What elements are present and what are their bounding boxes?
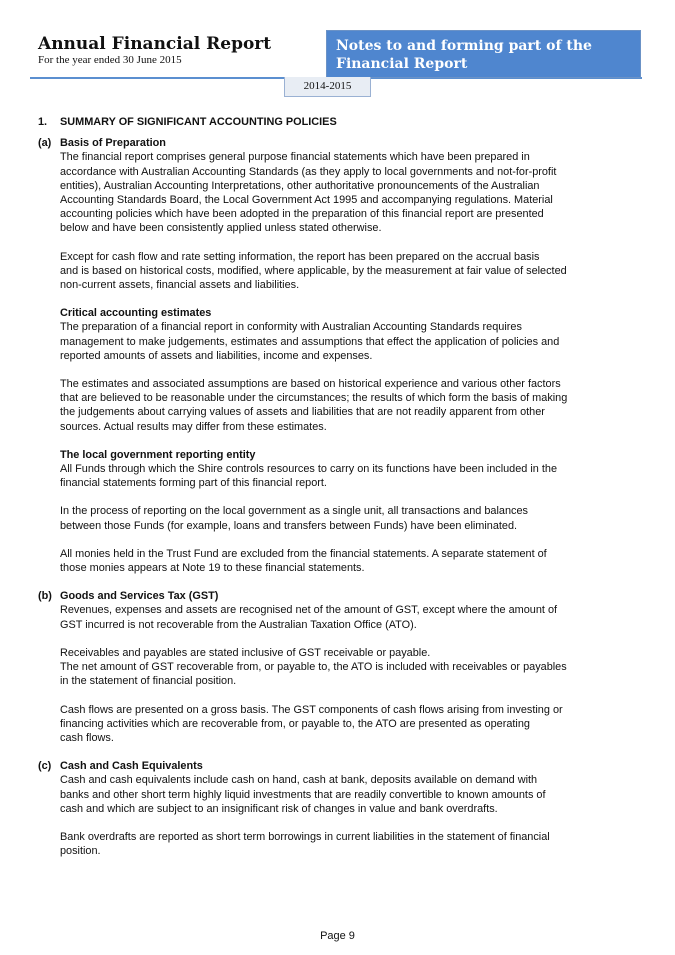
text-line: The financial report comprises general purpose financial statements which have been prepared in <box>60 151 530 164</box>
text-line: in the statement of financial position. <box>60 675 237 688</box>
critical-estimates-block <box>38 306 598 363</box>
text-line: Bank overdrafts are reported as short term borrowings in current liabilities in the statement of financial <box>60 830 550 843</box>
text-line: reported amounts of assets and liabilities, income and expenses. <box>60 349 373 362</box>
critical-estimates-heading: Critical accounting estimates <box>60 307 212 320</box>
text-line: and is based on historical costs, modified, where applicable, by the measurement at fair value of selected <box>60 264 567 277</box>
text-line: Cash and cash equivalents include cash on hand, cash at bank, deposits available on demand with <box>60 774 538 787</box>
section-heading <box>38 115 598 129</box>
text-line: position. <box>60 845 101 858</box>
notes-title-line2: Financial Report <box>336 56 468 72</box>
report-period: For the year ended 30 June 2015 <box>38 54 182 66</box>
text-line: financing activities which are recoverable from, or payable to, the ATO are presented as operating <box>60 717 530 730</box>
basis-of-preparation-para-1 <box>38 150 598 235</box>
section-title: SUMMARY OF SIGNIFICANT ACCOUNTING POLICIES <box>60 116 337 128</box>
text-line: management to make judgements, estimates and assumptions that effect the application of policies and <box>60 335 560 348</box>
text-line: Except for cash flow and rate setting information, the report has been prepared on the accrual basis <box>60 250 540 263</box>
text-line: sources. Actual results may differ from these estimates. <box>60 420 327 433</box>
year-tab: 2014-2015 <box>284 77 371 97</box>
subsection-b-label: (b) <box>38 590 52 603</box>
subsection-a-label: (a) <box>38 137 52 150</box>
text-line: Revenues, expenses and assets are recognised net of the amount of GST, except where the amount of <box>60 604 558 617</box>
estimates-para <box>38 377 598 434</box>
text-line: Cash flows are presented on a gross basis. The GST components of cash flows arising from investing or <box>60 703 563 716</box>
text-line: those monies appears at Note 19 to these financial statements. <box>60 562 365 575</box>
cash-para-1 <box>38 773 598 816</box>
subsection-b-heading <box>38 589 598 603</box>
text-line: between those Funds (for example, loans and transfers between Funds) have been eliminated. <box>60 519 518 532</box>
text-line: GST incurred is not recoverable from the Australian Taxation Office (ATO). <box>60 618 417 631</box>
subsection-c-heading <box>38 759 598 773</box>
text-line: In the process of reporting on the local government as a single unit, all transactions and balances <box>60 505 528 518</box>
single-unit-para <box>38 504 598 532</box>
page-content <box>38 115 598 858</box>
text-line: financial statements forming part of this financial report. <box>60 477 327 490</box>
reporting-entity-heading: The local government reporting entity <box>60 448 256 461</box>
subsection-c-title: Cash and Cash Equivalents <box>60 760 203 773</box>
text-line: that are believed to be reasonable under the circumstances; the results of which form the basis of making <box>60 392 568 405</box>
subsection-a-heading <box>38 136 598 150</box>
subsection-a-title: Basis of Preparation <box>60 137 166 150</box>
text-line: non-current assets, financial assets and liabilities. <box>60 279 300 292</box>
text-line: cash flows. <box>60 731 114 744</box>
subsection-b-title: Goods and Services Tax (GST) <box>60 590 219 603</box>
text-line: Accounting Standards Board, the Local Government Act 1995 and accompanying regulations. Material <box>60 194 553 207</box>
notes-title-line1: Notes to and forming part of the <box>336 38 592 54</box>
gst-para-1 <box>38 603 598 631</box>
text-line: Receivables and payables are stated inclusive of GST receivable or payable. <box>60 646 431 659</box>
text-line: accordance with Australian Accounting Standards (as they apply to local governments and not-for-profit <box>60 165 557 178</box>
reporting-entity-block <box>38 448 598 491</box>
gst-para-2 <box>38 646 598 689</box>
text-line: the judgements about carrying values of assets and liabilities that are not readily apparent from other <box>60 406 545 419</box>
text-line: All Funds through which the Shire controls resources to carry on its functions have been included in the <box>60 463 558 476</box>
text-line: The estimates and associated assumptions are based on historical experience and various other factors <box>60 378 561 391</box>
report-header <box>38 34 271 67</box>
subsection-c-label: (c) <box>38 760 52 773</box>
text-line: The net amount of GST recoverable from, or payable to, the ATO is included with receivables or payables <box>60 661 567 674</box>
text-line: cash and which are subject to an insignificant risk of changes in value and bank overdrafts. <box>60 802 498 815</box>
text-line: banks and other short term highly liquid investments that are readily convertible to known amounts of <box>60 788 546 801</box>
page-number: Page 9 <box>320 930 355 942</box>
gst-para-3 <box>38 703 598 746</box>
text-line: entities), Australian Accounting Interpretations, other authoritative pronouncements of the Australian <box>60 179 540 192</box>
text-line: The preparation of a financial report in conformity with Australian Accounting Standards requires <box>60 321 522 334</box>
section-number: 1. <box>38 116 48 128</box>
notes-title-box <box>326 30 641 78</box>
trust-fund-para <box>38 547 598 575</box>
report-title: Annual Financial Report <box>38 34 272 54</box>
text-line: accounting policies which have been adopted in the preparation of this financial report are presented <box>60 208 544 221</box>
text-line: below and have been consistently applied unless stated otherwise. <box>60 222 382 235</box>
text-line: All monies held in the Trust Fund are excluded from the financial statements. A separate statement of <box>60 547 547 560</box>
cash-para-2 <box>38 830 598 858</box>
basis-of-preparation-para-2 <box>38 250 598 293</box>
